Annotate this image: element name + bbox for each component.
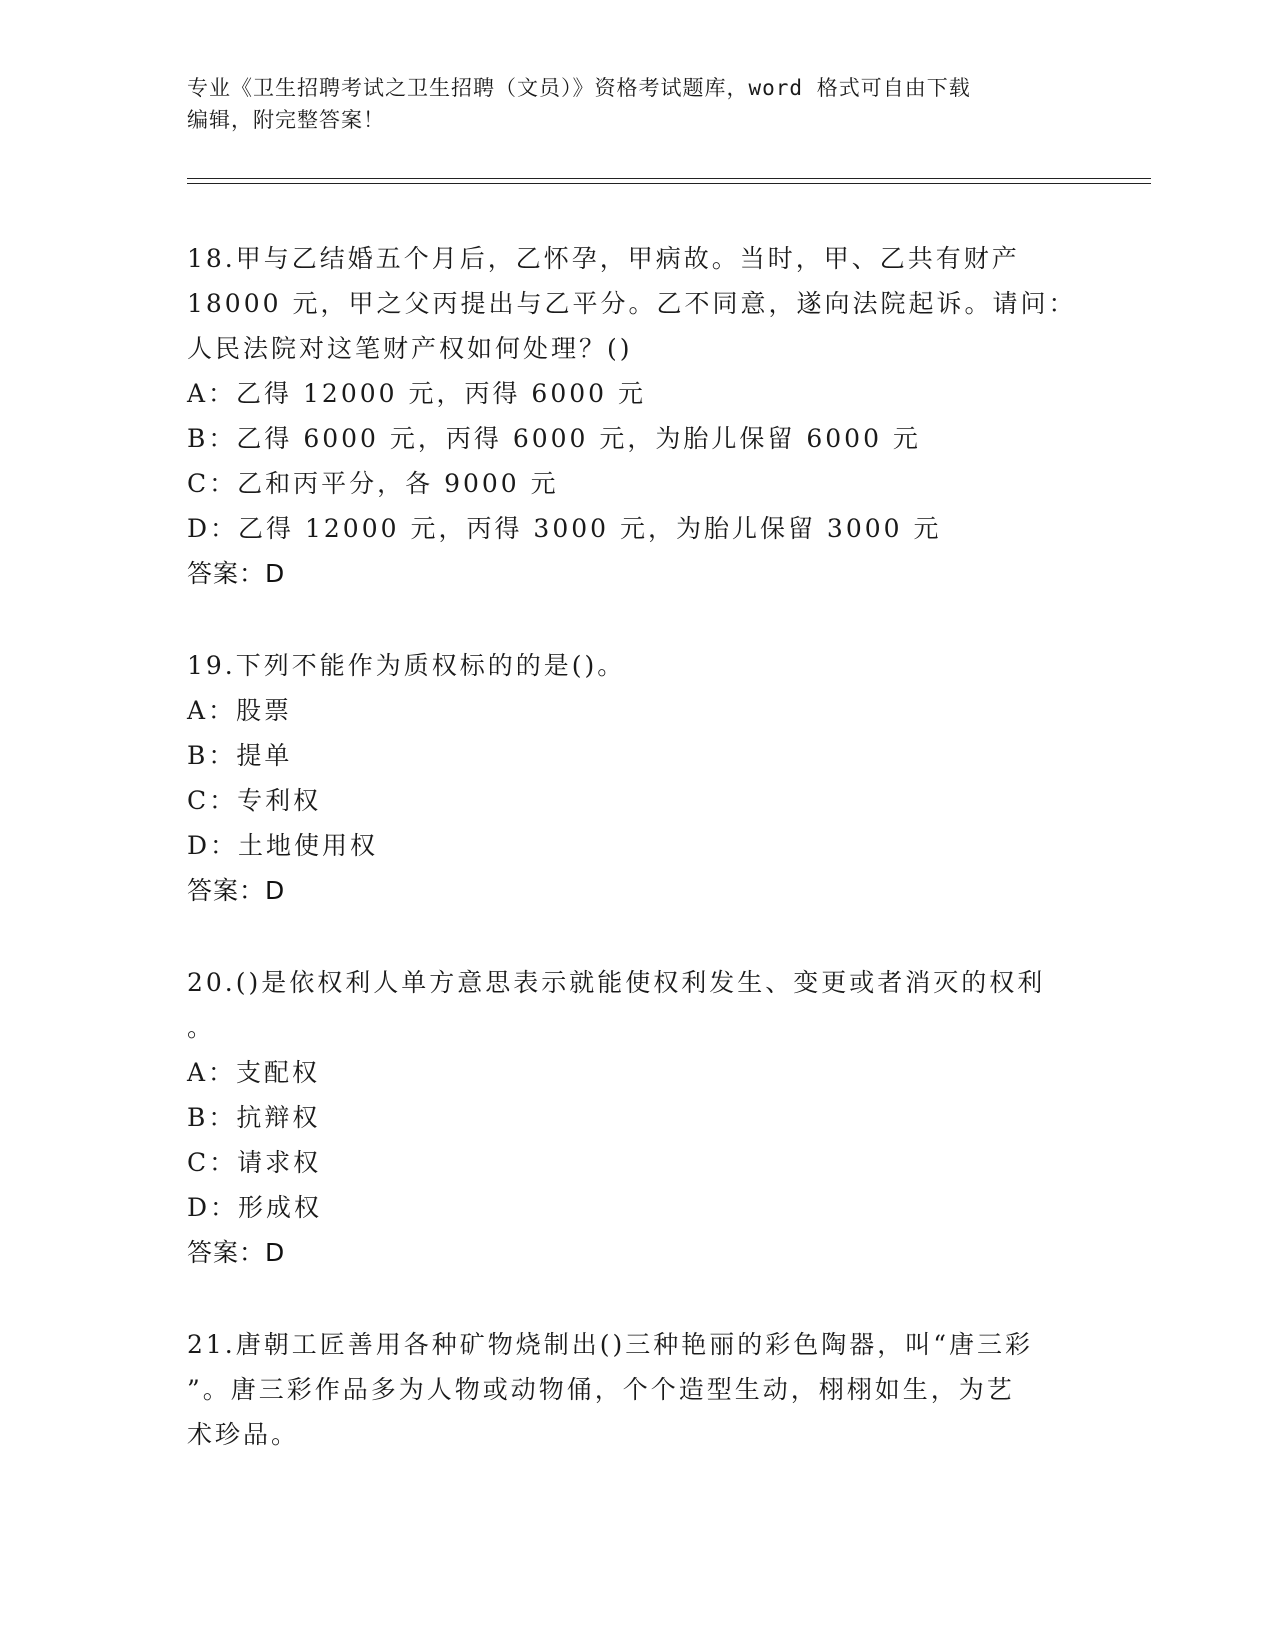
question-list	[187, 236, 1087, 1457]
question-text-line: 18000 元，甲之父丙提出与乙平分。乙不同意，遂向法院起诉。请问：	[187, 289, 1077, 318]
header-divider-top	[187, 178, 1151, 179]
option-d: D：乙得 12000 元，丙得 3000 元，为胎儿保留 3000 元	[187, 514, 942, 543]
question-text-line: 19.下列不能作为质权标的的是()。	[187, 651, 626, 680]
header-line-2: 编辑，附完整答案！	[187, 108, 385, 132]
question-spacer	[187, 913, 1087, 960]
question-text-line: ”。唐三彩作品多为人物或动物俑，个个造型生动，栩栩如生，为艺	[187, 1375, 1015, 1404]
option-d: D：形成权	[187, 1193, 323, 1222]
question-spacer	[187, 596, 1087, 643]
question-text-line: 人民法院对这笔财产权如何处理？()	[187, 334, 633, 363]
header-line-1: 专业《卫生招聘考试之卫生招聘（文员）》资格考试题库，word 格式可自由下载	[187, 76, 971, 100]
option-c: C：专利权	[187, 786, 322, 815]
option-b: B：抗辩权	[187, 1103, 321, 1132]
option-a: A：支配权	[187, 1058, 321, 1087]
answer-line: 答案：D	[187, 559, 286, 588]
option-b: B：乙得 6000 元，丙得 6000 元，为胎儿保留 6000 元	[187, 424, 921, 453]
option-a: A：乙得 12000 元，丙得 6000 元	[187, 379, 646, 408]
question-20	[187, 960, 1087, 1275]
question-spacer	[187, 1275, 1087, 1322]
header-divider-bottom	[187, 183, 1151, 184]
question-text-line: 18.甲与乙结婚五个月后，乙怀孕，甲病故。当时，甲、乙共有财产	[187, 244, 1020, 273]
answer-line: 答案：D	[187, 1238, 286, 1267]
document-header	[187, 72, 1067, 136]
question-text-line: 。	[187, 1013, 216, 1042]
option-c: C：请求权	[187, 1148, 322, 1177]
option-a: A：股票	[187, 696, 293, 725]
question-19	[187, 643, 1087, 913]
option-d: D：土地使用权	[187, 831, 379, 860]
option-c: C：乙和丙平分，各 9000 元	[187, 469, 559, 498]
question-text-line: 20.()是依权利人单方意思表示就能使权利发生、变更或者消灭的权利	[187, 968, 1046, 997]
question-text-line: 术珍品。	[187, 1420, 300, 1449]
question-text-line: 21.唐朝工匠善用各种矿物烧制出()三种艳丽的彩色陶器，叫“唐三彩	[187, 1330, 1034, 1359]
option-b: B：提单	[187, 741, 293, 770]
question-18	[187, 236, 1087, 596]
answer-line: 答案：D	[187, 876, 286, 905]
question-21	[187, 1322, 1087, 1457]
